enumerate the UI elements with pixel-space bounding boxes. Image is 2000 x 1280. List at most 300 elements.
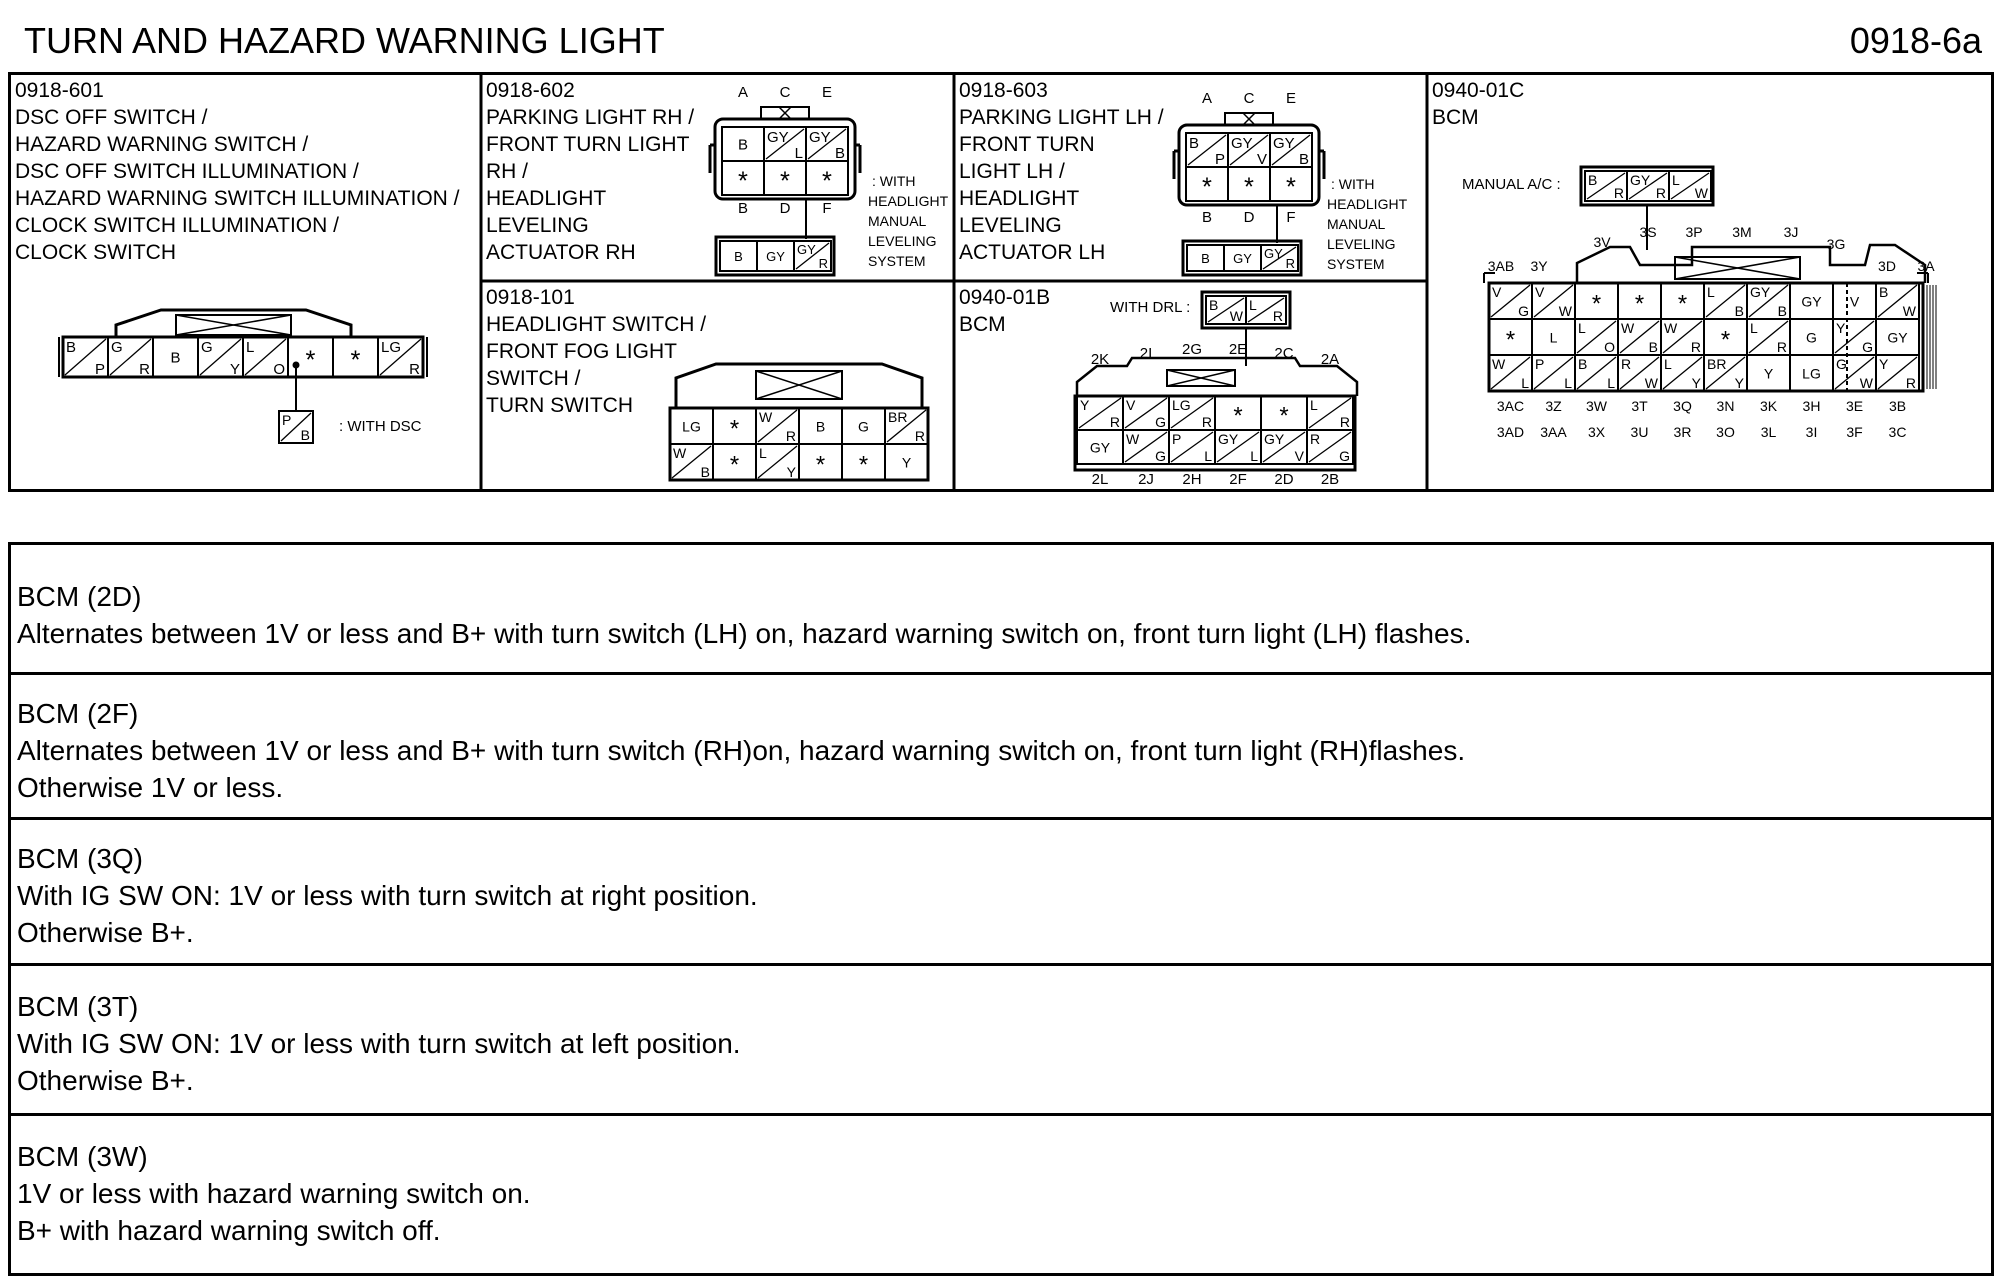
wire-color-primary: L [1750, 320, 1758, 336]
wire-color: GY [766, 248, 785, 264]
pin-cell [1833, 283, 1876, 319]
connector-0918-603 [957, 75, 1425, 279]
wire-color: B [734, 248, 743, 264]
unused-pin: * [1244, 173, 1254, 202]
pin-letter: B [737, 200, 749, 217]
note-bcm-3w [11, 1116, 1991, 1271]
wire-color: B [815, 418, 826, 435]
wire-color-primary: GY [1264, 246, 1283, 261]
with-drl-label: WITH DRL : [1110, 299, 1191, 316]
wire-color-stripe: Y [1734, 375, 1744, 391]
wire-color-stripe: R [139, 361, 150, 378]
unused-pin: * [1591, 290, 1602, 318]
wire-color-primary: Y [1080, 397, 1090, 413]
pin-letter: D [779, 200, 791, 217]
pin-cell [794, 241, 831, 271]
pin-cell [333, 337, 378, 377]
pin-cell [1246, 296, 1286, 324]
unused-pin: * [815, 451, 826, 479]
wire-color-primary: Y [1836, 320, 1846, 336]
pin-cell [713, 408, 756, 444]
pin-cell [1833, 319, 1876, 355]
panel-code: 0918-101 [486, 286, 575, 309]
pin-cell [1669, 171, 1711, 201]
wire-color-primary: GY [767, 129, 789, 146]
wire-color-stripe: R [818, 256, 828, 271]
pin-cell [1532, 319, 1575, 355]
note-heading: BCM (3W) [17, 1141, 148, 1172]
unused-pin: * [1720, 326, 1731, 354]
pin-label: 3I [1805, 424, 1818, 440]
wire-color-stripe: V [1256, 151, 1267, 168]
wire-color-stripe: Y [229, 361, 240, 378]
note-line: HEADLIGHT [868, 193, 949, 209]
wire-color: G [1806, 329, 1817, 346]
pin-cell [1618, 355, 1661, 391]
wire-color-stripe: B [834, 145, 845, 162]
wire-color-stripe: R [1109, 414, 1120, 430]
panel-desc-line: DSC OFF SWITCH / [15, 106, 208, 129]
wire-color: Y [901, 454, 912, 471]
wire-color-primary: L [246, 339, 255, 356]
pin-cell [1876, 355, 1919, 391]
connector-0918-601 [11, 75, 479, 489]
unused-pin: * [1677, 290, 1688, 318]
pin-letter: A [737, 84, 749, 101]
wire-color-stripe: V [1294, 448, 1304, 464]
unused-pin: * [780, 167, 790, 196]
pin-cell [885, 444, 928, 480]
pin-label: 3Q [1673, 398, 1692, 414]
wire-color-primary: LG [1172, 397, 1191, 413]
pin-cell [1585, 171, 1627, 201]
pin-cell [108, 337, 153, 378]
pin-cell [1186, 133, 1228, 168]
panel-desc-line: HAZARD WARNING SWITCH ILLUMINATION / [15, 187, 460, 210]
pin-cell [720, 241, 757, 271]
pin-label: 3H [1802, 398, 1821, 414]
panel-desc-line: LEVELING [959, 214, 1062, 237]
pin-cell [1618, 283, 1661, 319]
pin-cell [842, 408, 885, 444]
wire-color-primary: B [1588, 172, 1598, 188]
pin-cell [1661, 319, 1704, 355]
pin-cell [1489, 355, 1532, 391]
pin-label: 3R [1673, 424, 1692, 440]
pin-cell [1186, 167, 1228, 201]
wire-color-primary: L [1707, 284, 1715, 300]
wire-color-stripe: W [1558, 303, 1572, 319]
pin-label: 3A [1917, 258, 1935, 274]
page-title: TURN AND HAZARD WARNING LIGHT [24, 20, 665, 61]
note-bcm-3q [11, 820, 1991, 966]
wire-color-stripe: W [1229, 308, 1243, 324]
wire-color-stripe: R [1905, 375, 1916, 391]
pin-cell [756, 408, 799, 444]
wire-color-primary: P [1172, 431, 1182, 447]
pin-label: 3S [1639, 224, 1657, 240]
panel-desc-line: HEADLIGHT [959, 187, 1080, 210]
pin-label: 2G [1181, 341, 1203, 358]
pin-label: 3U [1630, 424, 1649, 440]
pin-cell [1489, 283, 1532, 319]
pin-cell [1876, 319, 1919, 355]
panel-0940-01B [957, 284, 1425, 489]
unused-pin: * [350, 346, 361, 375]
wire-color-primary: L [1664, 356, 1672, 372]
pin-cell [722, 127, 764, 161]
pin-cell [1627, 171, 1669, 201]
wire-color-primary: G [201, 339, 213, 356]
pin-cell [378, 337, 423, 378]
pin-cell [842, 444, 885, 480]
pin-label: 3C [1888, 424, 1907, 440]
pin-cell [1077, 430, 1123, 464]
wire-color-primary: L [759, 445, 767, 461]
wire-color-stripe: O [273, 361, 285, 378]
panel-code: 0940-01C [1432, 79, 1525, 102]
pin-cell [1077, 396, 1123, 430]
connector-0918-101 [484, 284, 952, 489]
page-code: 0918-6a [1849, 20, 1982, 61]
pin-label: 3J [1783, 224, 1799, 240]
pin-label: 3K [1759, 398, 1778, 414]
unused-pin: * [1233, 402, 1243, 430]
pin-cell [1187, 245, 1224, 271]
wire-color: B [737, 136, 749, 154]
pin-cell [1790, 355, 1833, 391]
wire-color-stripe: W [1694, 185, 1708, 201]
pin-letter: B [1201, 209, 1213, 226]
note-bcm-2f [11, 675, 1991, 820]
pin-label: 3P [1685, 224, 1703, 240]
note-heading: BCM (3T) [17, 991, 139, 1022]
note-text: With IG SW ON: 1V or less with turn switch at left position. [17, 1028, 741, 1059]
pin-cell [1270, 167, 1312, 201]
note-bcm-3t [11, 966, 1991, 1116]
panel-desc-line: ACTUATOR LH [959, 241, 1106, 264]
wire-color: GY [1233, 250, 1252, 266]
pin-cell [1790, 319, 1833, 355]
note-text: Otherwise 1V or less. [17, 772, 284, 803]
unused-pin: * [305, 346, 316, 375]
wire-color: B [1201, 250, 1210, 266]
connector-diagram [8, 72, 1994, 492]
pin-cell [1704, 355, 1747, 391]
wire-color-primary: GY [1630, 172, 1651, 188]
pin-label: 3Z [1545, 398, 1562, 414]
note-line: : WITH [872, 173, 916, 189]
unused-pin: * [1286, 173, 1296, 202]
pin-cell [1575, 283, 1618, 319]
wire-color-stripe: L [1521, 375, 1529, 391]
pin-label: 2C [1274, 345, 1294, 362]
note-line: LEVELING [868, 233, 937, 249]
wire-color-stripe: B [700, 464, 710, 480]
pin-cell [1206, 296, 1246, 324]
panel-desc-line: FRONT TURN LIGHT [486, 133, 690, 156]
pin-cell [1833, 355, 1876, 391]
pin-cell [279, 411, 313, 443]
pin-cell [670, 408, 713, 444]
pin-cell [63, 337, 108, 378]
pin-cell [1307, 396, 1353, 430]
panel-desc-line: PARKING LIGHT RH / [486, 106, 695, 129]
pin-cell [288, 337, 333, 377]
wire-color: LG [1802, 365, 1821, 382]
pin-cell [1532, 355, 1575, 391]
note-heading: BCM (2F) [17, 698, 139, 729]
pin-label: 3W [1586, 398, 1607, 414]
pin-cell [713, 444, 756, 480]
unused-pin: * [729, 415, 740, 443]
wire-color-stripe: G [1155, 414, 1166, 430]
wire-color-stripe: B [300, 427, 310, 443]
pin-cell [1307, 430, 1353, 464]
wire-color-stripe: Y [1691, 375, 1701, 391]
unused-pin: * [1634, 290, 1645, 318]
wire-color-stripe: R [785, 428, 796, 444]
pin-cell [885, 408, 928, 444]
wire-color-stripe: P [1214, 151, 1225, 168]
panel-code: 0918-602 [486, 79, 575, 102]
note-line: SYSTEM [868, 253, 926, 269]
connector-0918-602 [484, 75, 952, 279]
panel-desc-line: TURN SWITCH [486, 394, 633, 417]
wire-color-primary: BR [888, 409, 908, 425]
wire-color-primary: V [1535, 284, 1545, 300]
pin-cell [670, 444, 713, 480]
wire-color-primary: G [1836, 356, 1847, 372]
pin-cell [1661, 355, 1704, 391]
pin-cell [1575, 355, 1618, 391]
pin-cell [1747, 355, 1790, 391]
pin-label: 2D [1274, 471, 1294, 488]
wire-color-stripe: R [1201, 414, 1212, 430]
with-dsc-label: : WITH DSC [339, 418, 422, 435]
wire-color-stripe: R [1655, 185, 1666, 201]
wire-color-stripe: G [1862, 339, 1873, 355]
wire-color-primary: GY [1750, 284, 1771, 300]
unused-pin: * [738, 167, 748, 196]
connector-0940-01B [957, 284, 1425, 489]
pin-cell [1228, 133, 1270, 168]
pin-cell [756, 444, 799, 480]
wire-color-stripe: R [1690, 339, 1701, 355]
wire-color-primary: B [1578, 356, 1588, 372]
pin-cell [153, 337, 198, 377]
pin-label: 3B [1888, 398, 1907, 414]
wire-color-stripe: W [1644, 375, 1658, 391]
panel-desc-line: HAZARD WARNING SWITCH / [15, 133, 309, 156]
note-heading: BCM (3Q) [17, 843, 143, 874]
panel-desc-line: LIGHT LH / [959, 160, 1065, 183]
wire-color-stripe: O [1604, 339, 1615, 355]
pin-cell [1215, 396, 1261, 430]
wire-color-stripe: L [1250, 448, 1258, 464]
pin-label: 3AB [1487, 258, 1515, 274]
pin-label: 3T [1631, 398, 1648, 414]
panel-desc-line: DSC OFF SWITCH ILLUMINATION / [15, 160, 359, 183]
wire-color-stripe: R [409, 361, 420, 378]
wire-color-stripe: B [1734, 303, 1744, 319]
pin-letter: F [822, 200, 832, 217]
panel-desc-line: CLOCK SWITCH ILLUMINATION / [15, 214, 339, 237]
wire-color-primary: L [1672, 172, 1680, 188]
pin-letter: A [1201, 90, 1213, 107]
pin-label: 3E [1845, 398, 1864, 414]
wire-color-primary: B [1879, 284, 1889, 300]
pin-cell [1747, 283, 1790, 319]
wire-color-primary: GY [809, 129, 831, 146]
pin-label: 2J [1138, 471, 1154, 488]
wire-color: V [1849, 293, 1860, 310]
pin-cell [764, 161, 806, 195]
pin-cell [243, 337, 288, 378]
note-text: Otherwise B+. [17, 917, 194, 948]
wire-color-stripe: R [1272, 308, 1283, 324]
pin-cell [1228, 167, 1270, 201]
wire-color-stripe: R [1776, 339, 1787, 355]
pin-cell [1876, 283, 1919, 319]
pin-label: 2L [1091, 471, 1109, 488]
note-line: MANUAL [868, 213, 927, 229]
note-text: Alternates between 1V or less and B+ with turn switch (LH) on, hazard warning switch on, front turn light (LH) flashes. [17, 618, 1472, 649]
wire-color-primary: W [1492, 356, 1506, 372]
wire-color-primary: R [1310, 431, 1321, 447]
pin-label: 3G [1826, 236, 1846, 252]
unused-pin: * [729, 451, 740, 479]
pin-label: 3Y [1530, 258, 1548, 274]
pin-cell [799, 444, 842, 480]
pin-label: 2H [1182, 471, 1202, 488]
wire-color: GY [1887, 329, 1908, 346]
pin-label: 2I [1139, 345, 1153, 362]
pin-cell [1489, 319, 1532, 355]
pin-label: 3O [1716, 424, 1735, 440]
wire-color-stripe: B [1777, 303, 1787, 319]
wire-color-primary: B [66, 339, 77, 356]
pin-label: 3D [1878, 258, 1896, 274]
wire-color-primary: L [1310, 397, 1318, 413]
pin-cell [1704, 319, 1747, 355]
pin-cell [1704, 283, 1747, 319]
wire-color-primary: G [111, 339, 123, 356]
manual-ac-label: MANUAL A/C : [1462, 176, 1561, 193]
pin-label: 3M [1732, 224, 1752, 240]
wire-color-primary: W [1664, 320, 1678, 336]
pin-letter: D [1243, 209, 1255, 226]
wire-color-stripe: G [1518, 303, 1529, 319]
pin-cell [1224, 245, 1261, 271]
wire-color-primary: P [1535, 356, 1545, 372]
panel-desc-line: BCM [1432, 106, 1479, 129]
pin-cell [722, 161, 764, 195]
panel-desc-line: ACTUATOR RH [486, 241, 636, 264]
wire-color-stripe: W [1902, 303, 1916, 319]
wire-color-stripe: G [1155, 448, 1166, 464]
pin-cell [1618, 319, 1661, 355]
wire-color: GY [1801, 293, 1822, 310]
pin-label: 3L [1760, 424, 1777, 440]
pin-cell [1169, 396, 1215, 430]
pin-cell [757, 241, 794, 271]
wire-color-stripe: L [794, 145, 803, 162]
panel-desc-line: HEADLIGHT SWITCH / [486, 313, 707, 336]
unused-pin: * [1505, 326, 1516, 354]
wire-color: LG [682, 418, 701, 435]
wire-color-primary: W [673, 445, 687, 461]
connector-0940-01C [1430, 75, 1991, 489]
pin-letter: C [1243, 90, 1255, 107]
wire-color-stripe: L [1607, 375, 1615, 391]
wire-color-primary: BR [1707, 356, 1727, 372]
panel-0940-01C [1430, 75, 1991, 489]
pin-cell [198, 337, 243, 378]
panel-0918-603 [957, 75, 1425, 279]
panel-code: 0940-01B [959, 286, 1051, 309]
wire-color-primary: B [1189, 135, 1200, 152]
pin-label: 3AA [1540, 424, 1567, 440]
note-text: Otherwise B+. [17, 1065, 194, 1096]
wire-color-stripe: R [1339, 414, 1350, 430]
pin-cell [764, 127, 806, 162]
pin-letter: E [1285, 90, 1297, 107]
pin-cell [1123, 396, 1169, 430]
wire-color-primary: GY [1231, 135, 1253, 152]
pin-label: 3AD [1496, 424, 1525, 440]
note-text: 1V or less with hazard warning switch on. [17, 1178, 531, 1209]
unused-pin: * [858, 451, 869, 479]
wire-color-stripe: R [1613, 185, 1624, 201]
panel-desc-line: BCM [959, 313, 1006, 336]
pin-label: 3F [1846, 424, 1863, 440]
panel-0918-601 [11, 75, 479, 489]
note-line: HEADLIGHT [1327, 196, 1408, 212]
wire-color-primary: L [1578, 320, 1586, 336]
wire-color-primary: W [1126, 431, 1140, 447]
panel-desc-line: CLOCK SWITCH [15, 241, 177, 264]
pin-label: 2F [1229, 471, 1247, 488]
panel-desc-line: RH / [486, 160, 528, 183]
pin-cell [806, 127, 848, 162]
wire-color: L [1549, 329, 1558, 346]
note-heading: BCM (2D) [17, 581, 142, 612]
pin-cell [1270, 133, 1312, 168]
pin-label: 3X [1587, 424, 1606, 440]
pin-label: 2K [1090, 351, 1110, 368]
wire-color-stripe: R [1285, 256, 1295, 271]
unused-pin: * [1202, 173, 1212, 202]
panel-desc-line: LEVELING [486, 214, 589, 237]
wire-color-primary: R [1621, 356, 1632, 372]
pin-cell [1261, 245, 1298, 271]
panel-code: 0918-601 [15, 79, 104, 102]
wire-color-stripe: Y [786, 464, 796, 480]
note-line: : WITH [1331, 176, 1375, 192]
unused-pin: * [822, 167, 832, 196]
pin-letter: E [821, 84, 833, 101]
pin-cell [799, 408, 842, 444]
panel-desc-line: HEADLIGHT [486, 187, 607, 210]
wire-color-stripe: L [1204, 448, 1212, 464]
panel-code: 0918-603 [959, 79, 1048, 102]
wire-color-primary: GY [1264, 431, 1285, 447]
wire-color: G [858, 418, 869, 435]
wire-color-primary: LG [381, 339, 402, 356]
pin-label: 2B [1320, 471, 1340, 488]
wire-color: B [170, 349, 181, 367]
